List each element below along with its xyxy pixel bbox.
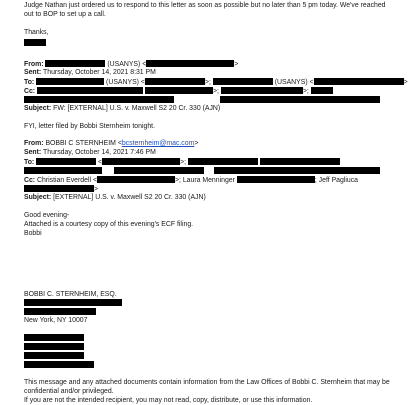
disclaimer-line-3: If you are not the intended recipient, you may not read, copy, distribute, or use this information. — [24, 397, 313, 404]
subject-label: Subject: — [24, 194, 52, 201]
sent-value: Thursday, October 14, 2021 7:46 PM — [43, 149, 156, 156]
redaction — [221, 87, 303, 94]
from-label: From: — [24, 140, 44, 147]
cc-label: Cc: — [24, 88, 36, 95]
email2-cc-line — [24, 176, 358, 185]
intro-line-2: out to BOP to set up a call. — [24, 11, 106, 18]
email2-from-line — [24, 140, 198, 148]
redaction — [24, 299, 122, 306]
redaction — [145, 87, 213, 94]
email2-body: Attached is a courtesy copy of this evening's ECF filing. — [24, 221, 194, 228]
cc-sep: >; — [212, 88, 219, 95]
cc-sep-1: >; Laura Menninger — [174, 177, 235, 184]
to-label: To: — [24, 79, 35, 86]
redaction — [114, 167, 204, 174]
redaction — [37, 87, 143, 94]
to-label: To: — [24, 159, 35, 166]
cc-sep-2: >; — [302, 88, 309, 95]
redaction — [24, 96, 174, 103]
sent-label: Sent: — [24, 69, 42, 76]
redaction — [146, 60, 234, 67]
email2-name: Bobbi — [24, 230, 42, 237]
email2-subject-line — [24, 194, 206, 202]
disclaimer-line-1: This message and any attached documents contain information from the Law Offices of Bobbi C. Sternheim that may be — [24, 379, 390, 386]
email2-greeting: Good evening- — [24, 212, 70, 219]
redaction — [237, 176, 315, 183]
cc-close: > — [94, 186, 99, 193]
from-close: > — [194, 140, 199, 147]
redaction — [260, 158, 340, 165]
redaction — [97, 176, 175, 183]
redaction — [24, 39, 46, 46]
to-sep: >; — [204, 79, 211, 86]
redaction — [36, 78, 104, 85]
email1-body: FYI, letter filed by Bobbi Sternheim tonight. — [24, 123, 155, 130]
from-email-link[interactable]: bcsternheim@mac.com — [121, 140, 195, 147]
signature-name: BOBBI C. STERNHEIM, ESQ. — [24, 291, 117, 298]
to-org-2: (USANYS) < — [274, 79, 314, 86]
to-sep: >; — [180, 159, 187, 166]
redaction — [24, 352, 84, 359]
redaction — [220, 96, 380, 103]
redaction — [24, 343, 84, 350]
subject-label: Subject: — [24, 105, 52, 112]
email1-subject-line — [24, 105, 220, 113]
intro-line-1: Judge Nathan just ordered us to respond to this letter as soon as possible but no later than 5 pm today. We've reached — [24, 2, 386, 9]
cc-name-3: ; Jeff Pagliuca — [314, 177, 359, 184]
disclaimer-line-2: confidential and/or privileged. — [24, 388, 114, 395]
signature-city: New York, NY 10007 — [24, 317, 88, 324]
redaction — [214, 167, 380, 174]
redaction — [102, 158, 180, 165]
redaction — [188, 158, 258, 165]
email1-to-line — [24, 78, 408, 87]
from-label: From: — [24, 61, 44, 68]
email2-to-line — [24, 158, 340, 167]
to-close: > — [403, 79, 408, 86]
email1-from-line — [24, 60, 238, 69]
email2-cc-cont — [24, 185, 98, 194]
to-org-1: (USANYS) < — [106, 79, 145, 86]
intro-signoff: Thanks, — [24, 29, 49, 36]
redaction — [24, 334, 84, 341]
redaction — [145, 78, 205, 85]
redaction — [45, 60, 105, 67]
email1-cc-line — [24, 87, 333, 96]
redaction — [314, 78, 404, 85]
cc-label: Cc: — [24, 177, 36, 184]
redaction — [213, 78, 273, 85]
from-close: > — [234, 61, 239, 68]
redaction — [36, 158, 96, 165]
redaction — [24, 361, 94, 368]
from-name: BOBBI C STERNHEIM < — [45, 140, 122, 147]
subject-value: [EXTERNAL] U.S. v. Maxwell S2 20 Cr. 330 (AJN) — [53, 194, 206, 201]
from-org: (USANYS) < — [107, 61, 147, 68]
redaction — [24, 185, 94, 192]
redaction — [24, 308, 96, 315]
email2-sent-line — [24, 149, 156, 157]
cc-name-1: Christian Everdell < — [37, 177, 97, 184]
redaction — [311, 87, 333, 94]
email1-sent-line — [24, 69, 156, 77]
sent-value: Thursday, October 14, 2021 8:31 PM — [43, 69, 156, 76]
sent-label: Sent: — [24, 149, 42, 156]
to-open: < — [98, 159, 103, 166]
subject-value: FW: [EXTERNAL] U.S. v. Maxwell S2 20 Cr. 330 (AJN) — [53, 105, 221, 112]
redaction — [24, 167, 102, 174]
